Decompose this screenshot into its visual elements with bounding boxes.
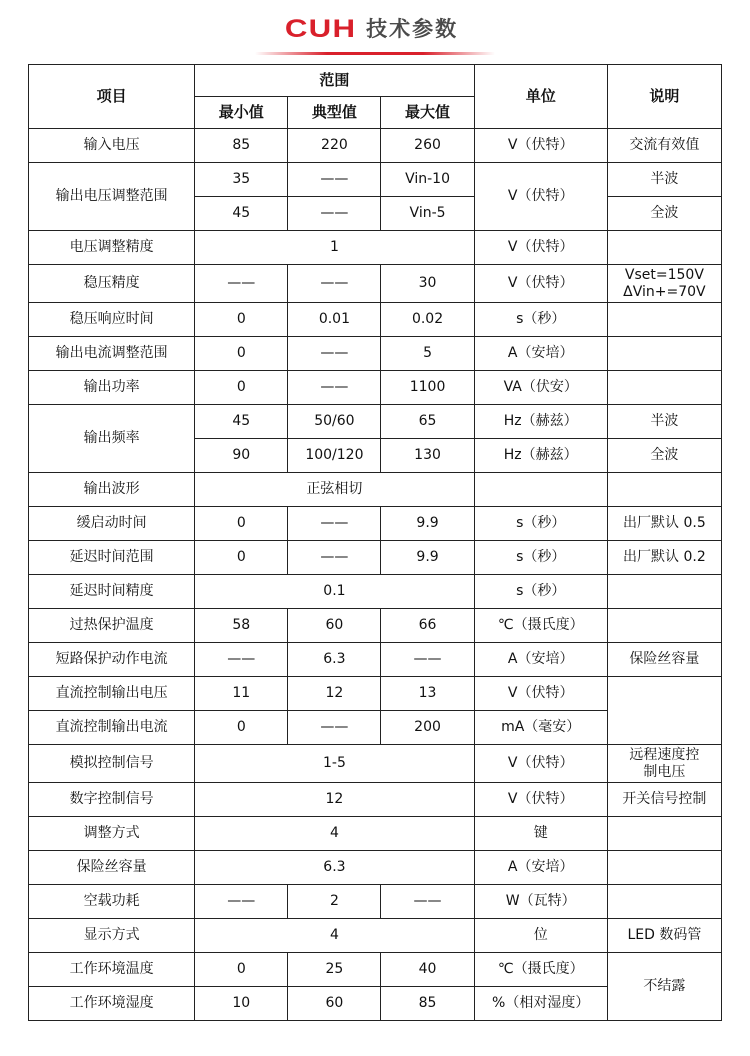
cell-min: 0 bbox=[195, 303, 288, 337]
cell-unit: V（伏特） bbox=[474, 265, 607, 303]
cell-min: 85 bbox=[195, 129, 288, 163]
header-min: 最小值 bbox=[195, 97, 288, 129]
table-row bbox=[29, 231, 722, 265]
cell-max: 9.9 bbox=[381, 541, 474, 575]
cell-unit: V（伏特） bbox=[474, 677, 607, 711]
cell-note bbox=[607, 303, 721, 337]
note-line: ΔVin+=70V bbox=[623, 283, 706, 300]
cell-note bbox=[607, 677, 721, 745]
cell-min: 11 bbox=[195, 677, 288, 711]
row-name: 直流控制输出电流 bbox=[29, 711, 195, 745]
cell-note bbox=[607, 817, 721, 851]
cell-min: 45 bbox=[195, 197, 288, 231]
cell-min: 0 bbox=[195, 711, 288, 745]
row-name: 空载功耗 bbox=[29, 885, 195, 919]
cell-unit: A（安培） bbox=[474, 851, 607, 885]
cell-max: 5 bbox=[381, 337, 474, 371]
table-row bbox=[29, 783, 722, 817]
cell-unit: V（伏特） bbox=[474, 745, 607, 783]
cell-note bbox=[607, 851, 721, 885]
row-name: 电压调整精度 bbox=[29, 231, 195, 265]
row-name: 数字控制信号 bbox=[29, 783, 195, 817]
cell-unit: ℃（摄氏度） bbox=[474, 609, 607, 643]
row-name: 输出功率 bbox=[29, 371, 195, 405]
cell-unit: Hz（赫兹） bbox=[474, 405, 607, 439]
cell-typ: 60 bbox=[288, 987, 381, 1021]
cell-min: 58 bbox=[195, 609, 288, 643]
cell-max: Vin-10 bbox=[381, 163, 474, 197]
cell-unit: VA（伏安） bbox=[474, 371, 607, 405]
cell-min: 90 bbox=[195, 439, 288, 473]
cell-max: —— bbox=[381, 643, 474, 677]
header-unit: 单位 bbox=[474, 65, 607, 129]
cell-typ: 220 bbox=[288, 129, 381, 163]
cell-max: 200 bbox=[381, 711, 474, 745]
row-name: 显示方式 bbox=[29, 919, 195, 953]
note-line: 远程速度控 bbox=[629, 747, 700, 764]
cell-note: 半波 bbox=[607, 163, 721, 197]
cell-typ: —— bbox=[288, 163, 381, 197]
cell-typ: —— bbox=[288, 371, 381, 405]
cell-max: 260 bbox=[381, 129, 474, 163]
table-row bbox=[29, 953, 722, 987]
table-row bbox=[29, 507, 722, 541]
row-name: 输出波形 bbox=[29, 473, 195, 507]
cell-note bbox=[607, 473, 721, 507]
cell-max: 13 bbox=[381, 677, 474, 711]
table-row bbox=[29, 919, 722, 953]
cell-min: 35 bbox=[195, 163, 288, 197]
cell-unit: s（秒） bbox=[474, 541, 607, 575]
cell-unit: V（伏特） bbox=[474, 231, 607, 265]
header-max: 最大值 bbox=[381, 97, 474, 129]
cell-note bbox=[607, 231, 721, 265]
brand-logo: CUH bbox=[284, 14, 357, 43]
table-row bbox=[29, 337, 722, 371]
cell-note: 出厂默认 0.2 bbox=[607, 541, 721, 575]
cell-note bbox=[607, 575, 721, 609]
cell-note bbox=[607, 337, 721, 371]
row-name: 保险丝容量 bbox=[29, 851, 195, 885]
table-row bbox=[29, 575, 722, 609]
title-underline bbox=[255, 52, 495, 55]
row-name: 工作环境湿度 bbox=[29, 987, 195, 1021]
cell-range-span: 4 bbox=[195, 919, 474, 953]
cell-typ: —— bbox=[288, 507, 381, 541]
cell-note bbox=[607, 265, 721, 303]
row-name: 调整方式 bbox=[29, 817, 195, 851]
cell-typ: 2 bbox=[288, 885, 381, 919]
table-row bbox=[29, 129, 722, 163]
table-row bbox=[29, 405, 722, 439]
cell-unit: %（相对湿度） bbox=[474, 987, 607, 1021]
cell-typ: —— bbox=[288, 197, 381, 231]
cell-typ: 60 bbox=[288, 609, 381, 643]
cell-note: 保险丝容量 bbox=[607, 643, 721, 677]
cell-typ: 6.3 bbox=[288, 643, 381, 677]
cell-unit: A（安培） bbox=[474, 643, 607, 677]
cell-typ: —— bbox=[288, 711, 381, 745]
cell-range-span: 4 bbox=[195, 817, 474, 851]
cell-unit: mA（毫安） bbox=[474, 711, 607, 745]
page-header bbox=[0, 10, 750, 46]
cell-min: 0 bbox=[195, 371, 288, 405]
row-name: 输出频率 bbox=[29, 405, 195, 473]
cell-typ: 100/120 bbox=[288, 439, 381, 473]
header-range: 范围 bbox=[195, 65, 474, 97]
cell-typ: 50/60 bbox=[288, 405, 381, 439]
row-name: 缓启动时间 bbox=[29, 507, 195, 541]
note-line: Vset=150V bbox=[624, 267, 704, 284]
cell-max: 66 bbox=[381, 609, 474, 643]
cell-min: 0 bbox=[195, 337, 288, 371]
cell-range-span: 1-5 bbox=[195, 745, 474, 783]
cell-unit: s（秒） bbox=[474, 303, 607, 337]
cell-unit: V（伏特） bbox=[474, 163, 607, 231]
cell-min: 10 bbox=[195, 987, 288, 1021]
cell-note: LED 数码管 bbox=[607, 919, 721, 953]
cell-min: 0 bbox=[195, 507, 288, 541]
header-typ: 典型值 bbox=[288, 97, 381, 129]
cell-min: 0 bbox=[195, 953, 288, 987]
table-row bbox=[29, 609, 722, 643]
table-row bbox=[29, 163, 722, 197]
row-name: 延迟时间精度 bbox=[29, 575, 195, 609]
cell-note: 开关信号控制 bbox=[607, 783, 721, 817]
cell-note bbox=[607, 745, 721, 783]
table-row bbox=[29, 745, 722, 783]
row-name: 稳压精度 bbox=[29, 265, 195, 303]
note-line: 制电压 bbox=[643, 763, 686, 780]
cell-range-span: 6.3 bbox=[195, 851, 474, 885]
row-name: 短路保护动作电流 bbox=[29, 643, 195, 677]
cell-note: 不结露 bbox=[607, 953, 721, 1021]
table-row bbox=[29, 303, 722, 337]
row-name: 稳压响应时间 bbox=[29, 303, 195, 337]
cell-note: 全波 bbox=[607, 439, 721, 473]
cell-typ: —— bbox=[288, 541, 381, 575]
table-row bbox=[29, 677, 722, 711]
cell-min: 0 bbox=[195, 541, 288, 575]
cell-typ: —— bbox=[288, 265, 381, 303]
cell-note: 全波 bbox=[607, 197, 721, 231]
row-name: 输入电压 bbox=[29, 129, 195, 163]
cell-typ: 0.01 bbox=[288, 303, 381, 337]
cell-max: —— bbox=[381, 885, 474, 919]
row-name: 模拟控制信号 bbox=[29, 745, 195, 783]
cell-note bbox=[607, 885, 721, 919]
row-name: 工作环境温度 bbox=[29, 953, 195, 987]
cell-note: 半波 bbox=[607, 405, 721, 439]
cell-unit bbox=[474, 473, 607, 507]
cell-note bbox=[607, 371, 721, 405]
cell-min: —— bbox=[195, 643, 288, 677]
table-row bbox=[29, 265, 722, 303]
row-name: 延迟时间范围 bbox=[29, 541, 195, 575]
cell-min: 45 bbox=[195, 405, 288, 439]
cell-range-span: 1 bbox=[195, 231, 474, 265]
row-name: 输出电压调整范围 bbox=[29, 163, 195, 231]
header-item: 项目 bbox=[29, 65, 195, 129]
cell-unit: 键 bbox=[474, 817, 607, 851]
cell-range-span: 12 bbox=[195, 783, 474, 817]
header-note: 说明 bbox=[607, 65, 721, 129]
cell-max: 65 bbox=[381, 405, 474, 439]
cell-typ: 12 bbox=[288, 677, 381, 711]
cell-unit: V（伏特） bbox=[474, 783, 607, 817]
cell-min: —— bbox=[195, 885, 288, 919]
page-title: 技术参数 bbox=[366, 16, 459, 41]
cell-max: 85 bbox=[381, 987, 474, 1021]
cell-note: 出厂默认 0.5 bbox=[607, 507, 721, 541]
cell-max: 30 bbox=[381, 265, 474, 303]
cell-typ: —— bbox=[288, 337, 381, 371]
cell-unit: V（伏特） bbox=[474, 129, 607, 163]
table-row bbox=[29, 885, 722, 919]
table-row bbox=[29, 817, 722, 851]
cell-unit: ℃（摄氏度） bbox=[474, 953, 607, 987]
cell-unit: 位 bbox=[474, 919, 607, 953]
cell-range-span: 正弦相切 bbox=[195, 473, 474, 507]
cell-max: 0.02 bbox=[381, 303, 474, 337]
cell-unit: s（秒） bbox=[474, 575, 607, 609]
cell-max: 40 bbox=[381, 953, 474, 987]
row-name: 直流控制输出电压 bbox=[29, 677, 195, 711]
cell-unit: Hz（赫兹） bbox=[474, 439, 607, 473]
cell-typ: 25 bbox=[288, 953, 381, 987]
cell-max: 1100 bbox=[381, 371, 474, 405]
cell-range-span: 0.1 bbox=[195, 575, 474, 609]
cell-max: 9.9 bbox=[381, 507, 474, 541]
cell-note: 交流有效值 bbox=[607, 129, 721, 163]
cell-unit: s（秒） bbox=[474, 507, 607, 541]
row-name: 过热保护温度 bbox=[29, 609, 195, 643]
cell-unit: W（瓦特） bbox=[474, 885, 607, 919]
cell-min: —— bbox=[195, 265, 288, 303]
row-name: 输出电流调整范围 bbox=[29, 337, 195, 371]
table-row bbox=[29, 643, 722, 677]
spec-table bbox=[28, 64, 722, 1021]
table-row bbox=[29, 851, 722, 885]
table-row bbox=[29, 473, 722, 507]
table-row bbox=[29, 371, 722, 405]
cell-unit: A（安培） bbox=[474, 337, 607, 371]
cell-max: 130 bbox=[381, 439, 474, 473]
cell-note bbox=[607, 609, 721, 643]
table-row bbox=[29, 541, 722, 575]
cell-max: Vin-5 bbox=[381, 197, 474, 231]
